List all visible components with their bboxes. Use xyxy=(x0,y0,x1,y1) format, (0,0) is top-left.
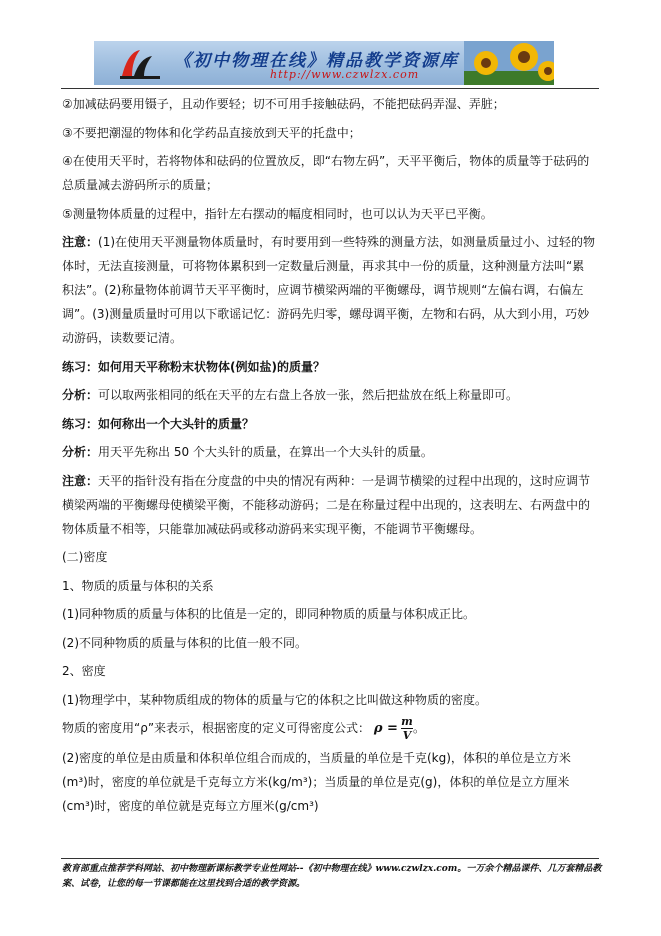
bold-text: 分析： xyxy=(62,445,99,459)
paragraph xyxy=(62,659,596,683)
site-logo-icon xyxy=(118,46,162,82)
header-rule xyxy=(61,88,599,89)
bold-text: 注意： xyxy=(62,473,99,488)
text: ⑤测量物体质量的过程中，指针左右摆动的幅度相同时，也可以认为天平已平衡。 xyxy=(62,206,493,221)
paragraph xyxy=(62,202,596,226)
text: (1)同种物质的质量与体积的比值是一定的，即同种物质的质量与体积成正比。 xyxy=(62,607,476,621)
header-banner xyxy=(94,41,554,85)
text: (2)不同种物质的质量与体积的比值一般不同。 xyxy=(62,635,307,650)
paragraph xyxy=(62,688,596,712)
text: ④在使用天平时，若将物体和砝码的位置放反，即“右物左码”，天平平衡后，物体的质量等于砝码的总质量减去游码所示的质量； xyxy=(62,154,590,192)
text: 可以取两张相同的纸在天平的左右盘上各放一张，然后把盐放在纸上称量即可。 xyxy=(98,388,519,402)
paragraph xyxy=(62,412,596,436)
paragraph xyxy=(62,355,596,379)
bold-text: 分析： xyxy=(62,388,99,402)
text: 2、密度 xyxy=(62,664,106,678)
bold-text: 练习： xyxy=(62,416,99,431)
bold-text: 练习： xyxy=(62,359,99,374)
text: 天平的指针没有指在分度盘的中央的情况有两种：一是调节横梁的过程中出现的，这时应调节横梁两端的平衡螺母使横梁平衡，不能移动游码；二是在称量过程中出现的，这表明左、右两盘中的物体质量不相等，只能靠加减砝码或移动游码来实现平衡，不能调节平衡螺母。 xyxy=(62,473,591,536)
text: ②加减砝码要用镊子，且动作要轻；切不可用手接触砝码，不能把砝码弄湿、弄脏； xyxy=(62,97,505,111)
paragraph xyxy=(62,383,596,407)
footer-rule xyxy=(61,858,599,859)
density-formula xyxy=(374,716,413,741)
formula-numerator: m xyxy=(401,715,413,728)
text: (1)物理学中，某种物质组成的物体的质量与它的体积之比叫做这种物质的密度。 xyxy=(62,692,488,707)
text: 1、物质的质量与体积的关系 xyxy=(62,578,214,593)
banner-title: 《初中物理在线》精品教学资源库 xyxy=(174,51,459,71)
text: (1)在使用天平测量物体质量时，有时要用到一些特殊的测量方法，如测量质量过小、过轻的物体时，无法直接测量，可将物体累积到一定数量后测量，再求其中一份的质量，这种测量方法叫“累积法”。(2)称量物体前调节天平平衡时，应调节横梁两端的平衡螺母，调节规则“左偏右调，右偏左调”。(3)测量质量时可用以下歌谣记忆：游码先归零，螺母调平衡，左物和右码，从大到小用，巧妙动游码，读数要记清。 xyxy=(62,235,596,345)
formula-lhs: ρ = xyxy=(373,721,398,736)
bold-text: 注意： xyxy=(62,235,99,249)
footer-text: 教育部重点推荐学科网站、初中物理新课标教学专业性网站--《初中物理在线》www.czwlzx.com。一万余个精品课件、几万套精品教案、试卷，让您的每一节课都能在这里找到合适的教学资源。 xyxy=(62,864,602,889)
paragraph xyxy=(62,602,596,626)
paragraph xyxy=(62,545,596,569)
paragraph xyxy=(62,440,596,464)
paragraph xyxy=(62,230,596,350)
bold-text: 如何称出一个大头针的质量？ xyxy=(98,416,255,431)
bold-text: 如何用天平称粉末状物体(例如盐)的质量？ xyxy=(98,359,325,374)
banner-url[interactable]: http://www.czwlzx.com xyxy=(270,68,420,81)
paragraph xyxy=(62,121,596,145)
text: 用天平先称出 50 个大头针的质量，在算出一个大头针的质量。 xyxy=(98,445,433,459)
paragraph xyxy=(62,469,596,541)
text: (二)密度 xyxy=(62,550,108,564)
sunflower-image xyxy=(464,41,554,85)
density-formula-line xyxy=(62,716,596,741)
density-unit-paragraph: (2)密度的单位是由质量和体积单位组合而成的，当质量的单位是千克(kg)，体积的单位是立方米(m³)时，密度的单位就是千克每立方米(kg/m³)；当质量的单位是克(g)，体积的单位是立方厘米(cm³)时，密度的单位就是克每立方厘米(g/cm³) xyxy=(62,750,571,813)
formula-denominator: V xyxy=(402,729,412,742)
paragraph xyxy=(62,631,596,655)
paragraph xyxy=(62,149,596,197)
document-body xyxy=(62,92,596,822)
formula-end: 。 xyxy=(412,721,425,735)
text: ③不要把潮湿的物体和化学药品直接放到天平的托盘中； xyxy=(62,125,361,140)
paragraph xyxy=(62,574,596,598)
paragraph xyxy=(62,92,596,116)
formula-intro-text: 物质的密度用“ρ”来表示，根据密度的定义可得密度公式： xyxy=(62,721,371,735)
